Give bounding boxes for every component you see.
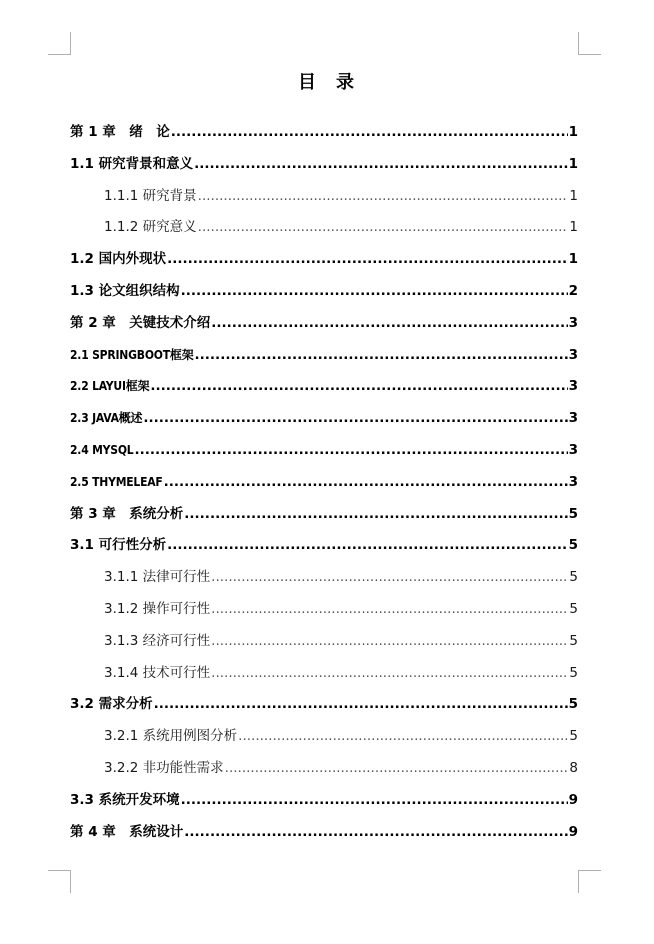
toc-page-number: 8 <box>569 759 578 776</box>
toc-entry-text: 第 3 章 系统分析 <box>70 505 184 522</box>
table-of-contents <box>70 117 578 848</box>
toc-dot-leader <box>198 181 569 213</box>
toc-entry[interactable] <box>70 212 578 244</box>
toc-page-number: 2 <box>568 282 578 299</box>
toc-entry[interactable] <box>70 626 578 658</box>
crop-mark-bottom-right <box>578 870 601 893</box>
toc-dot-leader <box>181 276 568 308</box>
toc-entry-text: 1.3 论文组织结构 <box>70 282 180 299</box>
toc-page-number: 1 <box>568 124 578 140</box>
toc-entry[interactable] <box>70 371 578 403</box>
toc-entry-text: 3.1.2 操作可行性 <box>104 600 211 617</box>
toc-page-number: 5 <box>568 505 578 522</box>
toc-dot-leader <box>211 308 567 340</box>
toc-entry[interactable] <box>70 308 578 340</box>
toc-entry[interactable] <box>70 149 578 181</box>
toc-dot-leader <box>211 626 568 658</box>
toc-page-number: 1 <box>569 219 578 236</box>
toc-page-number: 5 <box>569 664 578 681</box>
toc-page-number: 1 <box>569 187 578 204</box>
toc-entry[interactable] <box>70 594 578 626</box>
toc-dot-leader <box>211 658 568 690</box>
title-right-char: 录 <box>336 72 356 93</box>
toc-dot-leader <box>134 435 567 467</box>
toc-page-number: 5 <box>569 632 578 649</box>
toc-entry-text: 2.2 LAYUI框架 <box>70 379 150 394</box>
toc-page-number: 5 <box>568 537 578 554</box>
toc-entry[interactable] <box>70 467 578 499</box>
title-left-char: 目 <box>298 72 318 93</box>
toc-page-number: 9 <box>568 791 578 808</box>
toc-entry-text: 第 2 章 关键技术介绍 <box>70 314 211 331</box>
toc-dot-leader <box>238 721 568 753</box>
toc-dot-leader <box>184 817 567 849</box>
toc-entry-text: 第 1 章 绪 论 <box>70 124 170 140</box>
toc-dot-leader <box>194 149 567 181</box>
toc-entry-text: 3.1 可行性分析 <box>70 537 167 554</box>
toc-entry[interactable] <box>70 753 578 785</box>
toc-entry[interactable] <box>70 689 578 721</box>
toc-dot-leader <box>164 467 568 499</box>
toc-entry[interactable] <box>70 817 578 849</box>
toc-entry[interactable] <box>70 244 578 276</box>
toc-page-number: 3 <box>568 378 578 395</box>
toc-dot-leader <box>167 244 567 276</box>
toc-page-number: 5 <box>569 569 578 586</box>
toc-page-number: 3 <box>568 410 578 427</box>
toc-entry[interactable] <box>70 117 578 149</box>
toc-dot-leader <box>195 340 568 372</box>
toc-dot-leader <box>154 689 568 721</box>
toc-page-number: 1 <box>568 155 578 172</box>
toc-page-number: 3 <box>568 314 578 331</box>
toc-page-number: 3 <box>568 346 578 363</box>
toc-entry[interactable] <box>70 435 578 467</box>
toc-entry-text: 第 4 章 系统设计 <box>70 823 184 840</box>
toc-entry-text: 1.1.1 研究背景 <box>104 187 197 204</box>
toc-entry[interactable] <box>70 499 578 531</box>
toc-entry[interactable] <box>70 721 578 753</box>
toc-entry-text: 2.5 THYMELEAF <box>70 474 163 489</box>
toc-dot-leader <box>211 562 568 594</box>
toc-entry-text: 3.1.4 技术可行性 <box>104 664 211 681</box>
toc-entry-text: 2.1 SPRINGBOOT框架 <box>70 347 194 362</box>
crop-mark-top-right <box>578 32 601 55</box>
toc-entry-text: 2.3 JAVA概述 <box>70 411 143 426</box>
toc-entry[interactable] <box>70 562 578 594</box>
toc-dot-leader <box>171 117 568 149</box>
toc-dot-leader <box>181 785 568 817</box>
toc-page-number: 9 <box>568 823 578 840</box>
toc-entry[interactable] <box>70 403 578 435</box>
toc-page-number: 3 <box>568 473 578 490</box>
toc-entry-text: 1.2 国内外现状 <box>70 251 167 268</box>
toc-entry-text: 3.2.2 非功能性需求 <box>104 759 224 776</box>
page-title <box>0 68 654 94</box>
toc-entry-text: 2.4 MYSQL <box>70 442 134 457</box>
toc-entry[interactable] <box>70 181 578 213</box>
toc-entry-text: 3.2 需求分析 <box>70 696 153 713</box>
toc-entry-text: 3.3 系统开发环境 <box>70 791 180 808</box>
toc-entry-text: 3.1.1 法律可行性 <box>104 569 211 586</box>
toc-entry[interactable] <box>70 276 578 308</box>
toc-dot-leader <box>225 753 569 785</box>
toc-entry-text: 1.1.2 研究意义 <box>104 219 197 236</box>
toc-entry-text: 3.1.3 经济可行性 <box>104 632 211 649</box>
toc-page-number: 5 <box>568 696 578 713</box>
toc-dot-leader <box>143 403 567 435</box>
crop-mark-bottom-left <box>48 870 71 893</box>
toc-entry[interactable] <box>70 530 578 562</box>
toc-dot-leader <box>150 371 567 403</box>
toc-dot-leader <box>167 530 567 562</box>
toc-page-number: 5 <box>569 728 578 745</box>
toc-dot-leader <box>184 499 567 531</box>
crop-mark-top-left <box>48 32 71 55</box>
toc-entry[interactable] <box>70 658 578 690</box>
toc-entry-text: 1.1 研究背景和意义 <box>70 155 194 172</box>
toc-dot-leader <box>198 212 569 244</box>
toc-page-number: 1 <box>568 251 578 268</box>
toc-entry[interactable] <box>70 785 578 817</box>
toc-page-number: 3 <box>568 441 578 458</box>
toc-entry[interactable] <box>70 340 578 372</box>
toc-entry-text: 3.2.1 系统用例图分析 <box>104 728 238 745</box>
toc-dot-leader <box>211 594 568 626</box>
toc-page-number: 5 <box>569 600 578 617</box>
